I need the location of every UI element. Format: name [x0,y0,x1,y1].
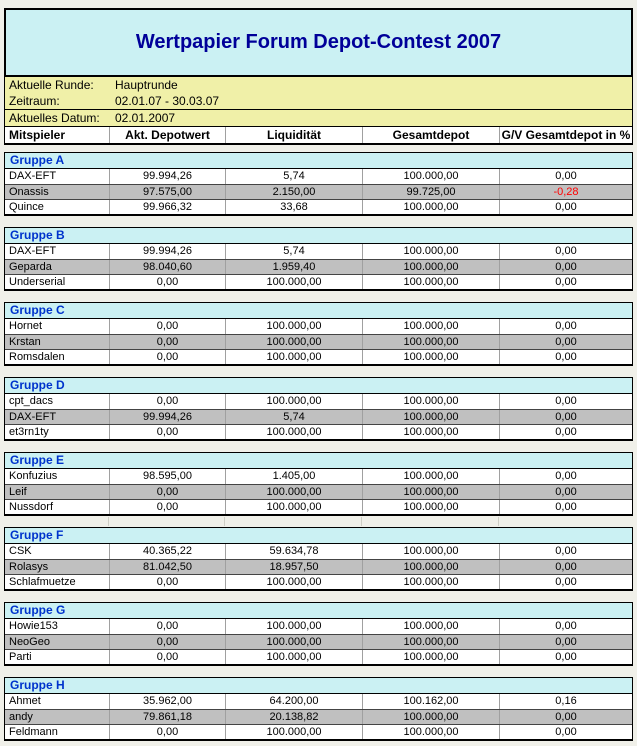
group-gap [4,516,633,527]
player-name-cell: DAX-EFT [9,170,57,182]
player-name-cell: Onassis [9,186,49,198]
value-cell-liquiditaet: 100.000,00 [225,500,362,514]
player-name-cell: Geparda [9,261,52,273]
value-cell-gesamtdepot: 100.000,00 [362,244,499,259]
value-cell-depotwert: 0,00 [109,485,225,499]
player-name-cell: CSK [9,545,32,557]
player-name-cell: Leif [9,486,27,498]
value-cell-liquiditaet: 100.000,00 [225,425,362,439]
value-cell-liquiditaet: 20.138,82 [225,710,362,724]
zeitraum-label: Zeitraum: [9,94,60,108]
value-cell-depotwert: 0,00 [109,635,225,649]
value-cell-gesamtdepot: 100.000,00 [362,725,499,739]
value-cell-gesamtdepot: 100.000,00 [362,260,499,274]
player-row [5,169,632,184]
value-cell-gesamtdepot: 100.000,00 [362,425,499,439]
value-cell-gesamtdepot: 100.000,00 [362,619,499,634]
value-cell-gv: 0,00 [499,619,632,634]
group-block-b [4,227,633,291]
value-cell-gv: 0,00 [499,485,632,499]
player-name-cell: Schlafmuetze [9,576,76,588]
group-header-label: Gruppe H [5,678,632,694]
value-cell-gesamtdepot: 100.000,00 [362,169,499,184]
groups-container [4,152,633,741]
value-cell-gesamtdepot: 100.000,00 [362,560,499,574]
player-row [5,709,632,724]
player-row [5,244,632,259]
value-cell-gv: 0,00 [499,169,632,184]
value-cell-gv: 0,00 [499,319,632,334]
info-row-datum [5,110,632,126]
value-cell-gv: 0,00 [499,469,632,484]
group-block-f [4,527,633,591]
player-name-cell: et3rn1ty [9,426,49,438]
player-name-cell: Quince [9,201,44,213]
player-row [5,544,632,559]
group-gap [4,291,633,302]
value-cell-liquiditaet: 33,68 [225,200,362,214]
group-header-label: Gruppe G [5,603,632,619]
player-name-cell: Krstan [9,336,41,348]
value-cell-liquiditaet: 100.000,00 [225,394,362,409]
group-block-g [4,602,633,666]
player-name-cell: Parti [9,651,32,663]
value-cell-liquiditaet: 5,74 [225,410,362,424]
group-header-label: Gruppe C [5,303,632,319]
group-gap [4,216,633,227]
report-title-box [4,8,633,77]
group-block-a [4,152,633,216]
value-cell-liquiditaet: 100.000,00 [225,319,362,334]
value-cell-depotwert: 0,00 [109,425,225,439]
value-cell-depotwert: 99.994,26 [109,410,225,424]
value-cell-liquiditaet: 100.000,00 [225,350,362,364]
value-cell-depotwert: 0,00 [109,319,225,334]
value-cell-gesamtdepot: 100.000,00 [362,200,499,214]
value-cell-gv: 0,00 [499,425,632,439]
value-cell-gesamtdepot: 100.000,00 [362,335,499,349]
player-name-cell: Konfuzius [9,470,58,482]
value-cell-liquiditaet: 59.634,78 [225,544,362,559]
col-header-mitspieler: Mitspieler [9,128,66,142]
table-header-row [4,126,633,145]
value-cell-gv: 0,16 [499,694,632,709]
value-cell-depotwert: 0,00 [109,650,225,664]
contest-round-info [4,76,633,110]
value-cell-gv: -0,28 [499,185,632,199]
value-cell-depotwert: 0,00 [109,335,225,349]
value-cell-gesamtdepot: 100.000,00 [362,319,499,334]
group-block-d [4,377,633,441]
player-name-cell: Ahmet [9,695,41,707]
value-cell-liquiditaet: 100.000,00 [225,485,362,499]
value-cell-depotwert: 0,00 [109,350,225,364]
group-header-label: Gruppe D [5,378,632,394]
value-cell-liquiditaet: 100.000,00 [225,635,362,649]
group-block-c [4,302,633,366]
value-cell-gv: 0,00 [499,275,632,289]
grid-line [498,517,499,526]
col-header-depotwert: Akt. Depotwert [109,127,225,143]
group-gap [4,666,633,677]
grid-line [361,517,362,526]
player-row [5,694,632,709]
value-cell-liquiditaet: 100.000,00 [225,725,362,739]
value-cell-gv: 0,00 [499,394,632,409]
value-cell-gv: 0,00 [499,350,632,364]
player-row [5,319,632,334]
group-block-e [4,452,633,516]
value-cell-depotwert: 97.575,00 [109,185,225,199]
player-row [5,469,632,484]
player-name-cell: cpt_dacs [9,395,54,407]
value-cell-gv: 0,00 [499,244,632,259]
value-cell-gv: 0,00 [499,260,632,274]
player-name-cell: Howie153 [9,620,58,632]
value-cell-gv: 0,00 [499,410,632,424]
value-cell-liquiditaet: 5,74 [225,244,362,259]
value-cell-depotwert: 99.994,26 [109,169,225,184]
group-gap [4,366,633,377]
info-row-runde [5,77,632,93]
player-row [5,394,632,409]
player-row [5,334,632,349]
value-cell-gv: 0,00 [499,725,632,739]
value-cell-gesamtdepot: 100.000,00 [362,394,499,409]
col-header-gv-prozent: G/V Gesamtdepot in % [499,127,632,143]
value-cell-depotwert: 0,00 [109,725,225,739]
player-name-cell: Nussdorf [9,501,54,513]
value-cell-depotwert: 99.994,26 [109,244,225,259]
player-row [5,724,632,739]
value-cell-gesamtdepot: 100.162,00 [362,694,499,709]
value-cell-gesamtdepot: 100.000,00 [362,500,499,514]
col-header-liquiditaet: Liquidität [225,127,362,143]
value-cell-depotwert: 35.962,00 [109,694,225,709]
col-header-gesamtdepot: Gesamtdepot [362,127,499,143]
grid-line [224,517,225,526]
player-name-cell: Feldmann [9,726,58,738]
value-cell-liquiditaet: 100.000,00 [225,575,362,589]
value-cell-gv: 0,00 [499,560,632,574]
group-gap [4,441,633,452]
value-cell-gesamtdepot: 100.000,00 [362,410,499,424]
value-cell-gesamtdepot: 99.725,00 [362,185,499,199]
group-block-h [4,677,633,741]
value-cell-gesamtdepot: 100.000,00 [362,650,499,664]
report-title: Wertpapier Forum Depot-Contest 2007 [135,31,502,53]
player-row [5,184,632,199]
player-row [5,274,632,289]
grid-line [108,517,109,526]
value-cell-gesamtdepot: 100.000,00 [362,350,499,364]
datum-value: 02.01.2007 [115,111,176,125]
value-cell-gesamtdepot: 100.000,00 [362,275,499,289]
value-cell-liquiditaet: 5,74 [225,169,362,184]
value-cell-depotwert: 40.365,22 [109,544,225,559]
value-cell-liquiditaet: 18.957,50 [225,560,362,574]
value-cell-gesamtdepot: 100.000,00 [362,469,499,484]
value-cell-gv: 0,00 [499,335,632,349]
value-cell-depotwert: 98.595,00 [109,469,225,484]
value-cell-liquiditaet: 100.000,00 [225,275,362,289]
value-cell-depotwert: 0,00 [109,500,225,514]
player-name-cell: Rolasys [9,561,49,573]
value-cell-gesamtdepot: 100.000,00 [362,544,499,559]
value-cell-gv: 0,00 [499,650,632,664]
value-cell-gesamtdepot: 100.000,00 [362,485,499,499]
player-row [5,484,632,499]
value-cell-depotwert: 98.040,60 [109,260,225,274]
value-cell-liquiditaet: 100.000,00 [225,650,362,664]
value-cell-depotwert: 79.861,18 [109,710,225,724]
value-cell-depotwert: 0,00 [109,394,225,409]
value-cell-liquiditaet: 100.000,00 [225,335,362,349]
group-header-label: Gruppe F [5,528,632,544]
current-date-info [4,109,633,127]
player-row [5,424,632,439]
player-row [5,199,632,214]
group-gap [4,591,633,602]
value-cell-liquiditaet: 2.150,00 [225,185,362,199]
player-row [5,634,632,649]
value-cell-gesamtdepot: 100.000,00 [362,575,499,589]
group-header-label: Gruppe B [5,228,632,244]
player-name-cell: Underserial [9,276,66,288]
player-name-cell: Hornet [9,320,43,332]
zeitraum-value: 02.01.07 - 30.03.07 [115,94,220,108]
player-row [5,259,632,274]
player-row [5,559,632,574]
player-row [5,349,632,364]
player-name-cell: NeoGeo [9,636,50,648]
value-cell-depotwert: 99.966,32 [109,200,225,214]
value-cell-depotwert: 0,00 [109,575,225,589]
value-cell-gv: 0,00 [499,575,632,589]
value-cell-depotwert: 81.042,50 [109,560,225,574]
runde-label: Aktuelle Runde: [9,78,94,92]
group-header-label: Gruppe A [5,153,632,169]
value-cell-depotwert: 0,00 [109,619,225,634]
value-cell-liquiditaet: 100.000,00 [225,619,362,634]
value-cell-liquiditaet: 1.959,40 [225,260,362,274]
value-cell-gv: 0,00 [499,544,632,559]
player-row [5,649,632,664]
value-cell-gv: 0,00 [499,635,632,649]
value-cell-liquiditaet: 1.405,00 [225,469,362,484]
value-cell-gv: 0,00 [499,710,632,724]
value-cell-gv: 0,00 [499,500,632,514]
player-row [5,619,632,634]
value-cell-depotwert: 0,00 [109,275,225,289]
player-name-cell: Romsdalen [9,351,65,363]
player-row [5,574,632,589]
group-header-label: Gruppe E [5,453,632,469]
player-row [5,409,632,424]
value-cell-liquiditaet: 64.200,00 [225,694,362,709]
runde-value: Hauptrunde [115,78,178,92]
player-row [5,499,632,514]
value-cell-gv: 0,00 [499,200,632,214]
info-row-zeitraum [5,93,632,109]
player-name-cell: andy [9,711,33,723]
player-name-cell: DAX-EFT [9,245,57,257]
datum-label: Aktuelles Datum: [9,111,100,125]
value-cell-gesamtdepot: 100.000,00 [362,635,499,649]
value-cell-gesamtdepot: 100.000,00 [362,710,499,724]
player-name-cell: DAX-EFT [9,411,57,423]
